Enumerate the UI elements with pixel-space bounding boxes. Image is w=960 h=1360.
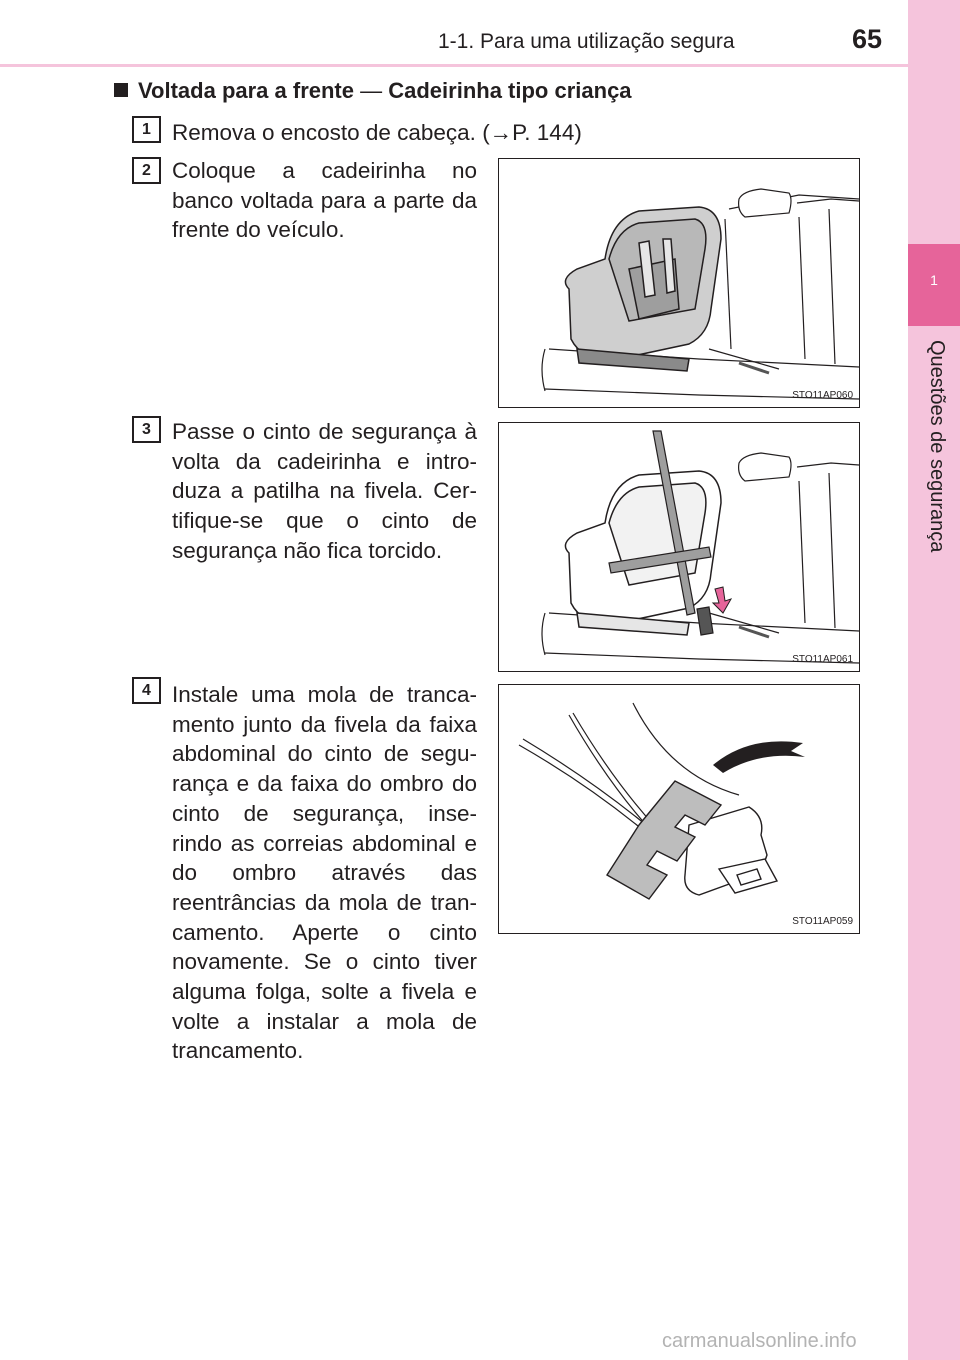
locking-clip-illustration xyxy=(499,685,860,934)
step-1-badge: 1 xyxy=(132,116,161,143)
step-2-text: Coloque a cadeirinha no banco voltada para a parte da frente do veículo. xyxy=(172,158,477,243)
step-3-text: Passe o cinto de segurança à volta da cadeirinha e intro- duza a patilha na fivela. Cer- tifique-se que o cinto de segurança não fica torcido. xyxy=(172,419,477,563)
figure-belt-routed xyxy=(498,422,860,672)
section-heading: Voltada para a frente — Cadeirinha tipo criança xyxy=(114,78,632,104)
belt-routing-illustration xyxy=(499,423,860,672)
figure-code: STO11AP059 xyxy=(792,916,853,927)
figure-code: STO11AP060 xyxy=(792,390,853,401)
chapter-label: Questões de segurança xyxy=(926,340,948,553)
page-number: 65 xyxy=(852,24,883,54)
step-1-text: Remova o encosto de cabeça. (→P. 144) xyxy=(172,120,582,145)
chapter-number: 1 xyxy=(930,272,938,288)
step-4-text: Instale uma mola de tranca- mento junto da fivela da faixa abdominal do cinto de segu- rança e da faixa do ombro do cinto de segurança, inse- rindo as correias abdominal e do ombro através das reentrâncias da mola de tran- camento. Aperte o cinto novamente. Se o cinto tiver alguma folga, solte a fivela e volte a instalar a mola de trancamento. xyxy=(172,682,477,1064)
step-2-badge: 2 xyxy=(132,157,161,184)
header-title: 1-1. Para uma utilização segura xyxy=(438,30,735,53)
child-seat-illustration xyxy=(499,159,860,408)
chapter-sidebar xyxy=(908,0,960,1360)
watermark: carmanualsonline.info xyxy=(662,1330,857,1352)
step-3-badge: 3 xyxy=(132,416,161,443)
header-divider xyxy=(0,64,908,67)
figure-code: STO11AP061 xyxy=(792,654,853,665)
heading-dash: — xyxy=(360,78,383,103)
square-bullet-icon xyxy=(114,83,128,97)
step-4-badge: 4 xyxy=(132,677,161,704)
figure-locking-clip xyxy=(498,684,860,934)
figure-child-seat-placed xyxy=(498,158,860,408)
